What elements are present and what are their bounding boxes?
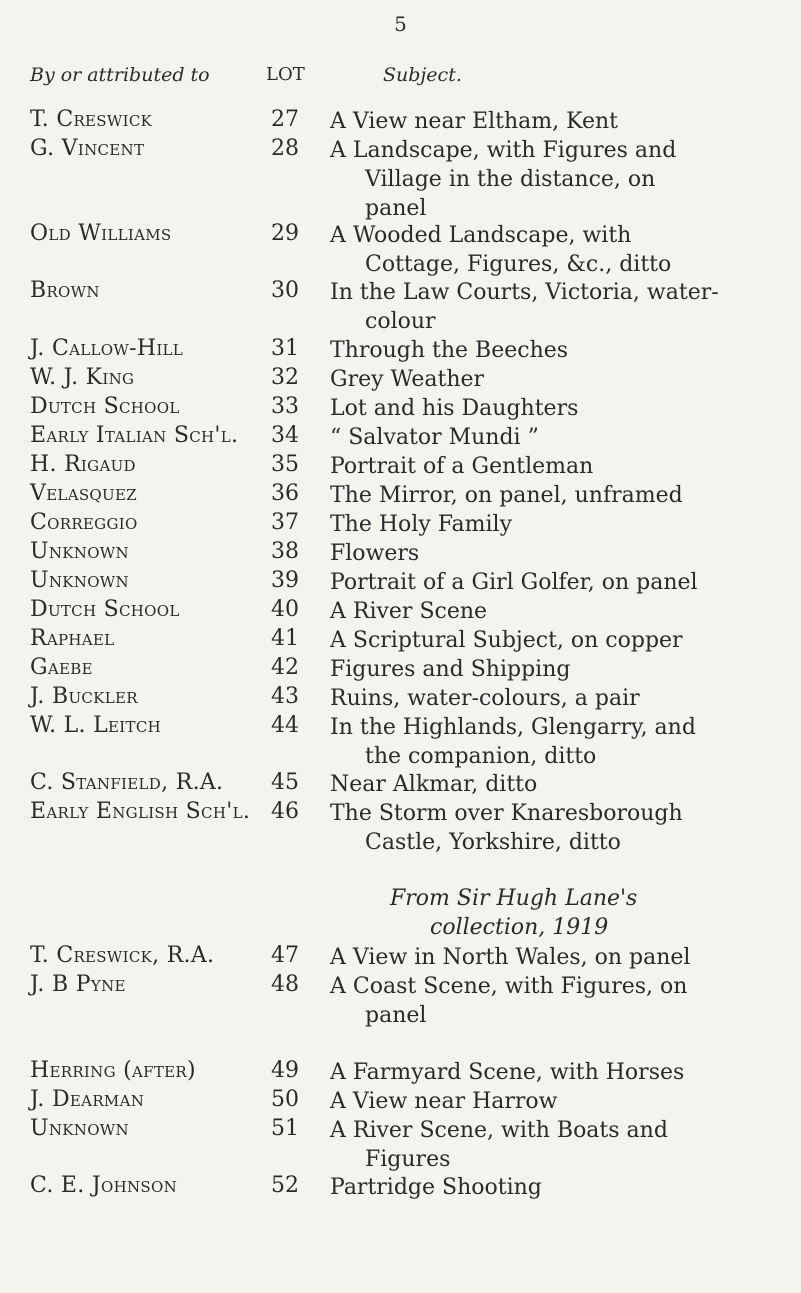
lot-number: 40 — [271, 597, 299, 622]
artist-name: J. Callow-Hill — [30, 336, 184, 361]
subject-text — [330, 1087, 790, 1116]
lot-number: 41 — [271, 626, 299, 651]
lot-number: 34 — [271, 423, 299, 448]
artist-name: Old Williams — [30, 221, 172, 246]
artist-name: Unknown — [30, 539, 129, 564]
subject-text — [330, 539, 790, 568]
artist-name: C. E. Johnson — [30, 1173, 178, 1198]
subject-line: A Scriptural Subject, on copper — [330, 628, 683, 653]
subject-line: Cottage, Figures, &c., ditto — [365, 252, 672, 277]
artist-name: J. Buckler — [30, 684, 138, 709]
subject-text — [330, 1116, 790, 1174]
subject-line: A View near Harrow — [330, 1089, 558, 1114]
subject-text — [330, 394, 790, 423]
artist-name: Gaebe — [30, 655, 93, 680]
lot-number: 32 — [271, 365, 299, 390]
subject-line: Portrait of a Girl Golfer, on panel — [330, 570, 698, 595]
subject-line: Flowers — [330, 541, 420, 566]
subject-line: The Storm over Knaresborough — [330, 801, 683, 826]
lot-number: 27 — [271, 107, 299, 132]
artist-name: H. Rigaud — [30, 452, 136, 477]
artist-name: J. B Pyne — [30, 972, 126, 997]
subject-line: A River Scene — [330, 599, 488, 624]
lot-number: 33 — [271, 394, 299, 419]
subject-text — [330, 943, 790, 972]
artist-name: Early Italian Sch'l. — [30, 423, 239, 448]
lot-number: 35 — [271, 452, 299, 477]
subject-line: A River Scene, with Boats and — [330, 1118, 668, 1143]
subject-text — [330, 626, 790, 655]
subject-line: From Sir Hugh Lane's — [390, 886, 638, 911]
subject-line: In the Law Courts, Victoria, water- — [330, 280, 719, 305]
artist-name: T. Creswick — [30, 107, 153, 132]
artist-name: G. Vincent — [30, 136, 145, 161]
lot-number: 52 — [271, 1173, 299, 1198]
subject-text — [330, 770, 790, 799]
subject-text — [330, 597, 790, 626]
subject-line: Ruins, water-colours, a pair — [330, 686, 640, 711]
subject-text — [330, 1173, 790, 1202]
subject-line: A View in North Wales, on panel — [330, 945, 691, 970]
lot-number: 30 — [271, 278, 299, 303]
artist-name: W. J. King — [30, 365, 135, 390]
subject-line: Village in the distance, on — [365, 167, 656, 192]
subject-line: “ Salvator Mundi ” — [330, 425, 539, 450]
artist-name: J. Dearman — [30, 1087, 145, 1112]
subject-line: The Mirror, on panel, unframed — [330, 483, 683, 508]
lot-number: 31 — [271, 336, 299, 361]
lot-number: 36 — [271, 481, 299, 506]
subject-line: Lot and his Daughters — [330, 396, 579, 421]
subject-text — [330, 423, 790, 452]
artist-name: Raphael — [30, 626, 115, 651]
lot-number: 49 — [271, 1058, 299, 1083]
artist-name: Unknown — [30, 1116, 129, 1141]
subject-text — [330, 510, 790, 539]
lot-number: 39 — [271, 568, 299, 593]
artist-name: Dutch School — [30, 394, 180, 419]
subject-line: the companion, ditto — [365, 744, 597, 769]
subject-text — [330, 107, 790, 136]
subject-text — [330, 221, 790, 279]
subject-line: A Landscape, with Figures and — [330, 138, 677, 163]
subject-line: Castle, Yorkshire, ditto — [365, 830, 621, 855]
column-header-subject: Subject. — [383, 64, 462, 86]
subject-line: A View near Eltham, Kent — [330, 109, 619, 134]
subject-line: Grey Weather — [330, 367, 485, 392]
subject-text — [330, 684, 790, 713]
lot-number: 48 — [271, 972, 299, 997]
subject-line: The Holy Family — [330, 512, 512, 537]
artist-name: Dutch School — [30, 597, 180, 622]
page-number: 5 — [394, 12, 407, 36]
subject-text — [330, 481, 790, 510]
subject-text — [330, 972, 790, 1030]
lot-number: 50 — [271, 1087, 299, 1112]
subject-text — [330, 336, 790, 365]
artist-name: W. L. Leitch — [30, 713, 161, 738]
artist-name: Early English Sch'l. — [30, 799, 251, 824]
subject-line: colour — [365, 309, 436, 334]
lot-number: 38 — [271, 539, 299, 564]
subject-line: Through the Beeches — [330, 338, 569, 363]
subject-line: Partridge Shooting — [330, 1175, 542, 1200]
lot-number: 37 — [271, 510, 299, 535]
artist-name: Velasquez — [30, 481, 137, 506]
subject-line: A Farmyard Scene, with Horses — [330, 1060, 685, 1085]
subject-text — [330, 365, 790, 394]
subject-text — [330, 713, 790, 771]
subject-text — [330, 799, 790, 857]
subject-text — [330, 655, 790, 684]
subject-text — [330, 278, 790, 336]
subject-line: A Wooded Landscape, with — [330, 223, 632, 248]
column-header-artist: By or attributed to — [30, 64, 210, 86]
lot-number: 42 — [271, 655, 299, 680]
subject-line: collection, 1919 — [430, 915, 609, 940]
subject-line: Figures and Shipping — [330, 657, 571, 682]
lot-number: 44 — [271, 713, 299, 738]
artist-name: Brown — [30, 278, 100, 303]
subject-text — [330, 568, 790, 597]
artist-name: T. Creswick, R.A. — [30, 943, 215, 968]
column-header-lot: LOT — [266, 64, 305, 85]
subject-line: In the Highlands, Glengarry, and — [330, 715, 696, 740]
lot-number: 45 — [271, 770, 299, 795]
subject-text — [330, 884, 790, 942]
subject-line: Portrait of a Gentleman — [330, 454, 594, 479]
artist-name: Herring (after) — [30, 1058, 196, 1083]
subject-line: panel — [365, 1003, 427, 1028]
lot-number: 43 — [271, 684, 299, 709]
artist-name: C. Stanfield, R.A. — [30, 770, 224, 795]
lot-number: 46 — [271, 799, 299, 824]
subject-line: panel — [365, 196, 427, 221]
lot-number: 47 — [271, 943, 299, 968]
subject-line: Near Alkmar, ditto — [330, 772, 538, 797]
lot-number: 29 — [271, 221, 299, 246]
subject-text — [330, 452, 790, 481]
subject-text — [330, 136, 790, 223]
subject-line: A Coast Scene, with Figures, on — [330, 974, 688, 999]
lot-number: 51 — [271, 1116, 299, 1141]
artist-name: Unknown — [30, 568, 129, 593]
subject-line: Figures — [365, 1147, 451, 1172]
lot-number: 28 — [271, 136, 299, 161]
subject-text — [330, 1058, 790, 1087]
artist-name: Correggio — [30, 510, 138, 535]
